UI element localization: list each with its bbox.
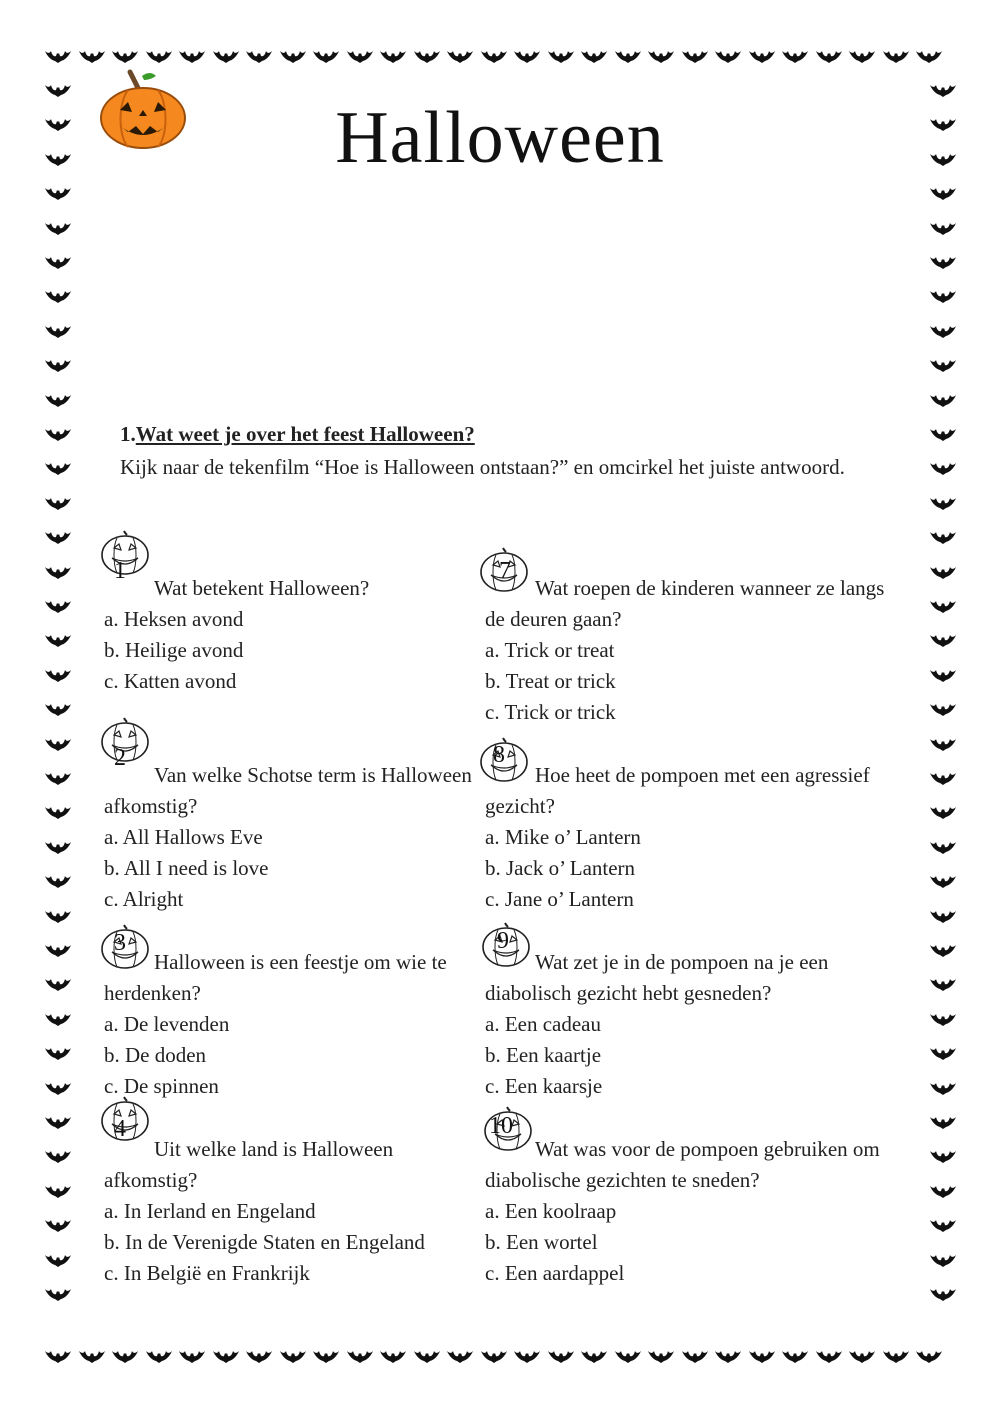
bat-icon <box>45 1286 71 1302</box>
bat-icon <box>45 1348 71 1364</box>
bat-icon <box>916 48 942 64</box>
bat-icon <box>615 48 641 64</box>
bat-icon <box>930 804 956 820</box>
bat-icon <box>930 839 956 855</box>
bat-icon <box>380 48 406 64</box>
question-text: Uit welke land is Halloween afkomstig? <box>104 1137 394 1192</box>
bat-icon <box>45 942 71 958</box>
bat-icon <box>682 1348 708 1364</box>
bat-icon <box>45 254 71 270</box>
bat-icon <box>146 1348 172 1364</box>
bat-icon <box>883 48 909 64</box>
section-number: 1. <box>120 422 136 446</box>
bat-icon <box>79 1348 105 1364</box>
question-9 <box>485 947 905 1102</box>
option-c[interactable]: c. Alright <box>104 887 184 911</box>
bat-icon <box>749 1348 775 1364</box>
bat-icon <box>112 1348 138 1364</box>
question-number: 7 <box>499 558 511 584</box>
bat-icon <box>581 48 607 64</box>
bat-icon <box>930 1217 956 1233</box>
bat-icon <box>45 357 71 373</box>
bat-icon <box>715 48 741 64</box>
question-number: 2 <box>114 745 126 771</box>
bat-icon <box>930 701 956 717</box>
bat-icon <box>45 736 71 752</box>
bat-icon <box>112 48 138 64</box>
bat-icon <box>481 48 507 64</box>
option-b[interactable]: b. Treat or trick <box>485 669 616 693</box>
question-number: 3 <box>114 930 126 956</box>
option-a[interactable]: a. All Hallows Eve <box>104 825 263 849</box>
bat-icon <box>45 185 71 201</box>
bat-icon <box>615 1348 641 1364</box>
bat-icon <box>930 323 956 339</box>
bat-icon <box>45 701 71 717</box>
bat-icon <box>782 48 808 64</box>
bat-icon <box>45 220 71 236</box>
bat-icon <box>930 185 956 201</box>
question-text: Wat betekent Halloween? <box>154 576 370 600</box>
bat-icon <box>749 48 775 64</box>
option-a[interactable]: a. In Ierland en Engeland <box>104 1199 316 1223</box>
bat-icon <box>930 1252 956 1268</box>
instruction-text: Kijk naar de tekenfilm “Hoe is Halloween ontstaan?” en omcirkel het juiste antwoord. <box>120 455 845 479</box>
bat-icon <box>45 1148 71 1164</box>
question-8 <box>485 760 915 915</box>
bat-icon <box>414 1348 440 1364</box>
bat-icon <box>347 48 373 64</box>
bat-icon <box>280 48 306 64</box>
option-c[interactable]: c. Katten avond <box>104 669 237 693</box>
bat-icon <box>930 1011 956 1027</box>
option-c[interactable]: c. Jane o’ Lantern <box>485 887 634 911</box>
bat-icon <box>313 48 339 64</box>
bat-icon <box>930 220 956 236</box>
option-b[interactable]: b. In de Verenigde Staten en Engeland <box>104 1230 425 1254</box>
question-text: Wat was voor de pompoen gebruiken om diabolische gezichten te sneden? <box>485 1137 880 1192</box>
bat-icon <box>930 357 956 373</box>
bat-icon <box>548 48 574 64</box>
option-c[interactable]: c. De spinnen <box>104 1074 219 1098</box>
bat-icon <box>45 1045 71 1061</box>
bat-icon <box>45 1114 71 1130</box>
question-number: 1 <box>114 558 126 584</box>
option-b[interactable]: b. De doden <box>104 1043 207 1067</box>
option-b[interactable]: b. Heilige avond <box>104 638 244 662</box>
bat-icon <box>715 1348 741 1364</box>
bat-icon <box>246 1348 272 1364</box>
bat-icon <box>179 48 205 64</box>
option-b[interactable]: b. All I need is love <box>104 856 269 880</box>
page-title: Halloween <box>335 97 665 179</box>
bat-icon <box>45 839 71 855</box>
bat-icon <box>930 460 956 476</box>
bat-icon <box>930 288 956 304</box>
bat-icon <box>816 48 842 64</box>
bat-icon <box>45 288 71 304</box>
bat-icon <box>930 632 956 648</box>
bat-icon <box>45 632 71 648</box>
bat-icon <box>45 598 71 614</box>
section-heading-text: Wat weet je over het feest Halloween? <box>135 422 475 446</box>
option-a[interactable]: a. Heksen avond <box>104 607 244 631</box>
bat-icon <box>782 1348 808 1364</box>
bat-icon <box>930 1114 956 1130</box>
option-a[interactable]: a. Trick or treat <box>485 638 615 662</box>
bat-icon <box>648 1348 674 1364</box>
bat-icon <box>930 1286 956 1302</box>
bat-icon <box>45 908 71 924</box>
bat-icon <box>682 48 708 64</box>
bat-icon <box>45 976 71 992</box>
question-text: Van welke Schotse term is Halloween afkomstig? <box>104 763 472 818</box>
bat-icon <box>79 48 105 64</box>
bat-icon <box>45 1183 71 1199</box>
bat-icon <box>45 564 71 580</box>
bat-icon <box>548 1348 574 1364</box>
bat-icon <box>45 1217 71 1233</box>
bat-icon <box>45 495 71 511</box>
option-b[interactable]: b. Jack o’ Lantern <box>485 856 636 880</box>
option-c[interactable]: c. Een aardappel <box>485 1261 625 1285</box>
bat-icon <box>347 1348 373 1364</box>
bat-icon <box>514 48 540 64</box>
bat-icon <box>930 1148 956 1164</box>
bat-icon <box>930 254 956 270</box>
bat-icon <box>414 48 440 64</box>
question-text: Hoe heet de pompoen met een agressief gezicht? <box>485 763 870 818</box>
bat-icon <box>246 48 272 64</box>
bat-icon <box>313 1348 339 1364</box>
question-3 <box>104 947 474 1102</box>
section-heading <box>120 422 475 447</box>
question-number: 10 <box>489 1113 513 1139</box>
bat-icon <box>930 529 956 545</box>
question-7 <box>485 573 905 728</box>
bat-icon <box>146 48 172 64</box>
question-number: 8 <box>493 742 505 768</box>
bat-icon <box>481 1348 507 1364</box>
bat-icon <box>45 392 71 408</box>
bat-icon <box>581 1348 607 1364</box>
bat-icon <box>45 48 71 64</box>
bat-icon <box>916 1348 942 1364</box>
option-a[interactable]: a. Een cadeau <box>485 1012 602 1036</box>
option-b[interactable]: b. Een wortel <box>485 1230 598 1254</box>
bat-icon <box>45 770 71 786</box>
bat-icon <box>883 1348 909 1364</box>
bat-icon <box>930 770 956 786</box>
bat-icon <box>930 942 956 958</box>
question-4 <box>104 1134 474 1289</box>
option-a[interactable]: a. De levenden <box>104 1012 230 1036</box>
bat-icon <box>447 48 473 64</box>
option-c[interactable]: c. In België en Frankrijk <box>104 1261 310 1285</box>
bat-icon <box>45 529 71 545</box>
bat-icon <box>930 1045 956 1061</box>
bat-icon <box>930 908 956 924</box>
bat-icon <box>816 1348 842 1364</box>
bat-icon <box>45 426 71 442</box>
bat-icon <box>930 873 956 889</box>
question-10 <box>485 1134 905 1289</box>
bat-icon <box>514 1348 540 1364</box>
bat-icon <box>45 1080 71 1096</box>
bat-icon <box>930 495 956 511</box>
bat-icon <box>45 460 71 476</box>
bat-icon <box>45 1011 71 1027</box>
question-number: 9 <box>497 928 509 954</box>
bat-icon <box>45 804 71 820</box>
question-1 <box>104 573 474 697</box>
bat-icon <box>930 426 956 442</box>
option-c[interactable]: c. Trick or trick <box>485 700 616 724</box>
bat-icon <box>930 667 956 683</box>
option-a[interactable]: a. Mike o’ Lantern <box>485 825 641 849</box>
bat-icon <box>447 1348 473 1364</box>
bat-icon <box>280 1348 306 1364</box>
bat-icon <box>213 1348 239 1364</box>
bat-icon <box>930 392 956 408</box>
question-number: 4 <box>114 1116 126 1142</box>
question-text: Wat roepen de kinderen wanneer ze langs de deuren gaan? <box>485 576 885 631</box>
bat-icon <box>930 1183 956 1199</box>
bat-icon <box>45 873 71 889</box>
option-b[interactable]: b. Een kaartje <box>485 1043 602 1067</box>
bat-icon <box>45 1252 71 1268</box>
bat-icon <box>213 48 239 64</box>
question-text: Wat zet je in de pompoen na je een diabolisch gezicht hebt gesneden? <box>485 950 829 1005</box>
option-c[interactable]: c. Een kaarsje <box>485 1074 603 1098</box>
bat-icon <box>930 1080 956 1096</box>
question-text: Halloween is een feestje om wie te herdenken? <box>104 950 447 1005</box>
option-a[interactable]: a. Een koolraap <box>485 1199 617 1223</box>
bat-icon <box>930 564 956 580</box>
bat-icon <box>930 976 956 992</box>
bat-icon <box>179 1348 205 1364</box>
bat-icon <box>648 48 674 64</box>
bat-icon <box>930 736 956 752</box>
bat-icon <box>380 1348 406 1364</box>
bat-icon <box>849 48 875 64</box>
bat-icon <box>45 323 71 339</box>
bat-icon <box>930 598 956 614</box>
question-2 <box>104 760 474 915</box>
bat-icon <box>45 667 71 683</box>
bat-icon <box>849 1348 875 1364</box>
